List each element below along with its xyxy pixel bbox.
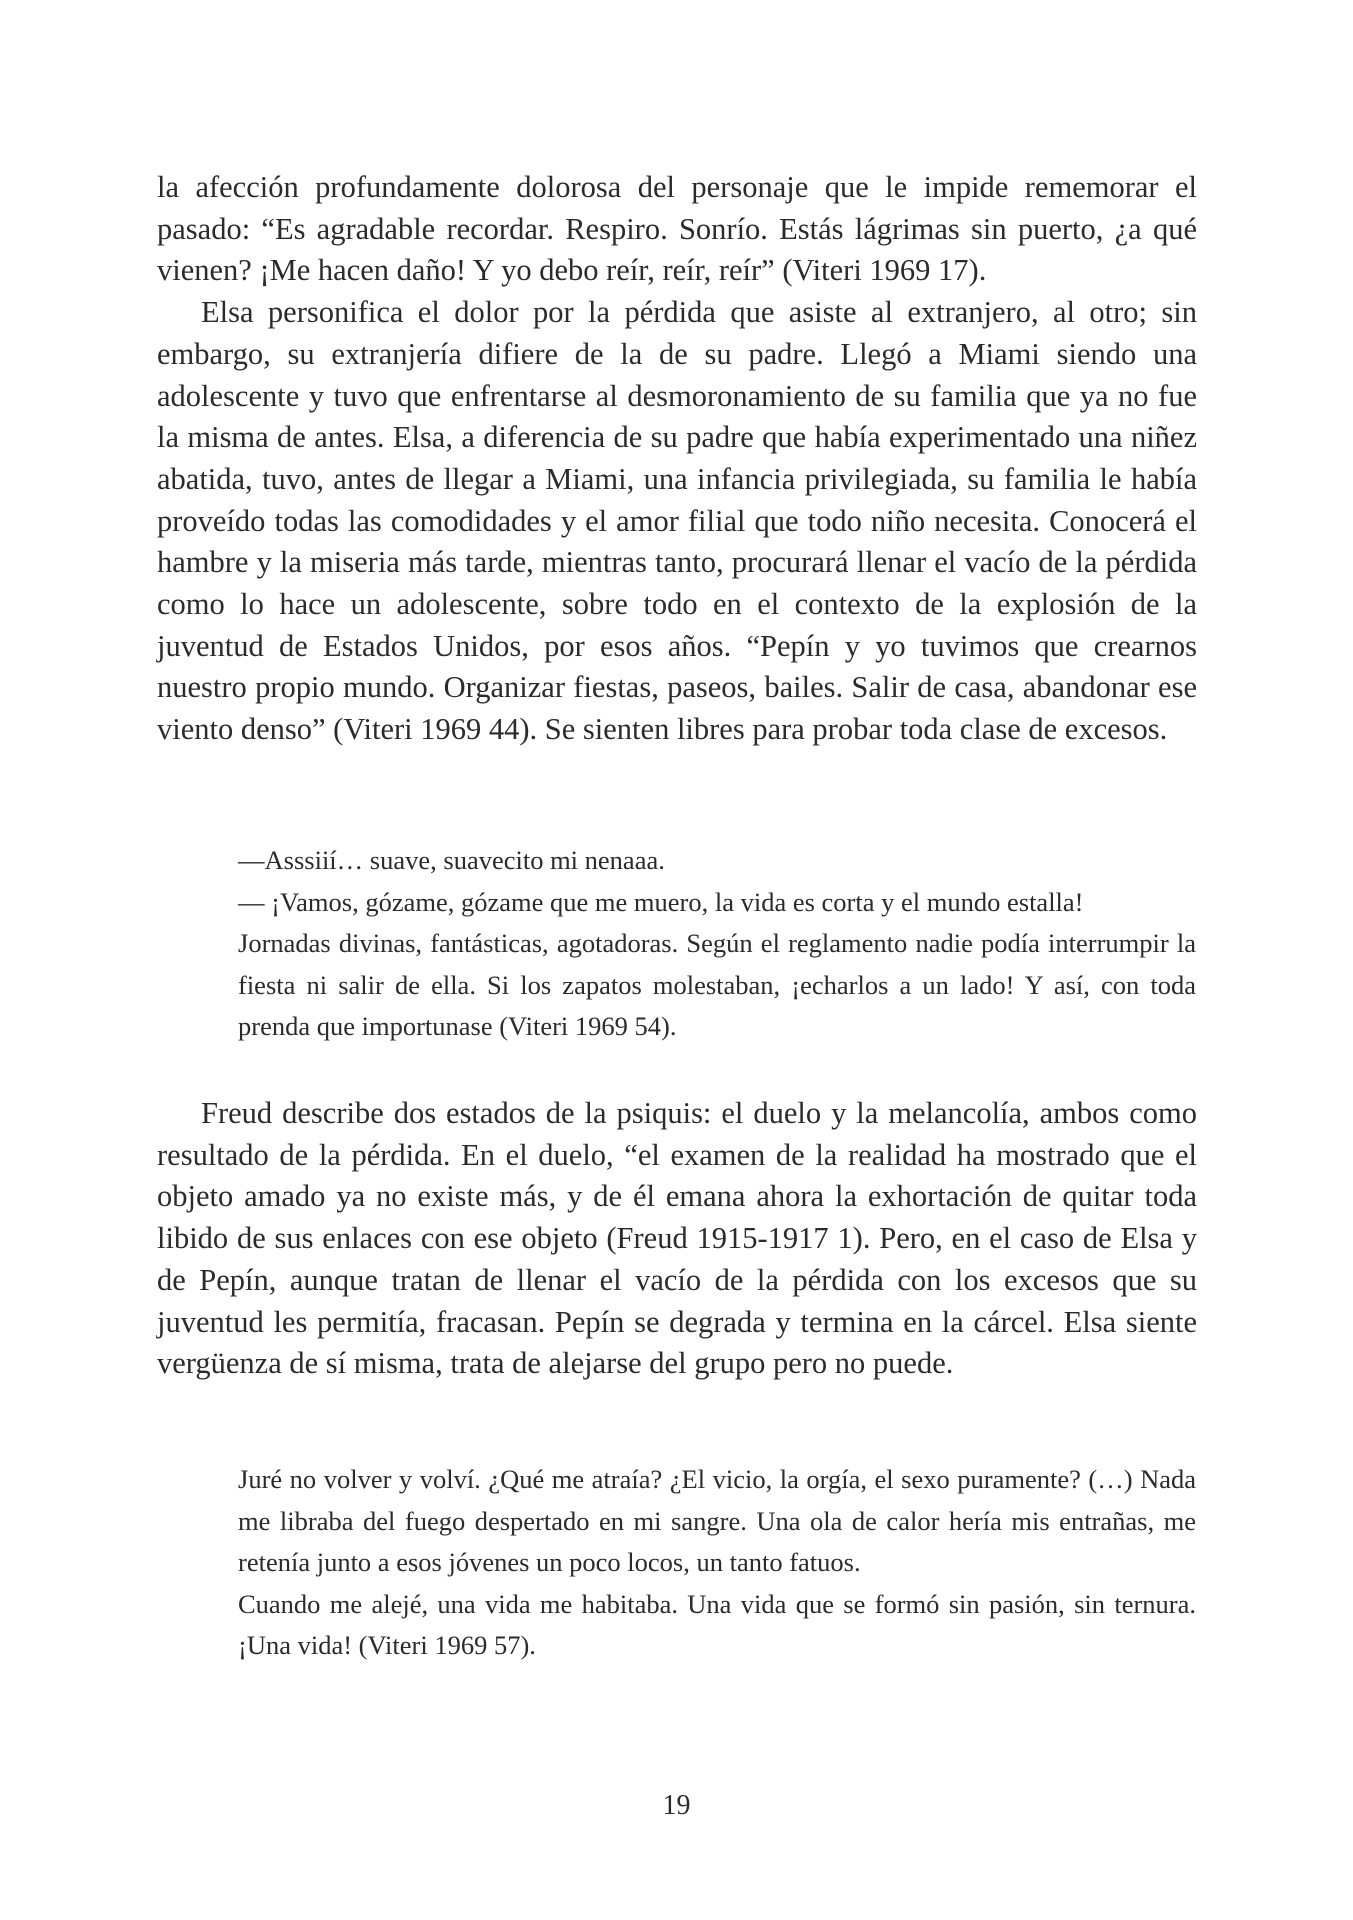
paragraph-3: Freud describe dos estados de la psiquis: el duelo y la melancolía, ambos como resultado de la pérdida. En el duelo, “el examen de la realidad ha mostrado que el objeto amado ya no existe más, y de él emana ahora la exhortación de quitar toda libido de sus enlaces con ese objeto (Freud 1915-1917 1). Pero, en el caso de Elsa y de Pepín, aunque tratan de llenar el vacío de la pérdida con los excesos que su juventud les permitía, fracasan. Pepín se degrada y termina en la cárcel. Elsa siente vergüenza de sí misma, trata de alejarse del grupo pero no puede. bbox=[157, 1096, 1197, 1381]
body-text-top bbox=[157, 167, 1197, 751]
quote-2-line-2: Cuando me alejé, una vida me habitaba. Una vida que se formó sin pasión, sin ternura. ¡Una vida! (Viteri 1969 57). bbox=[238, 1588, 1196, 1660]
body-text-middle bbox=[157, 1093, 1197, 1385]
quote-1-line-1: —Asssiií… suave, suavecito mi nenaaa. bbox=[238, 845, 665, 875]
paragraph-2: Elsa personifica el dolor por la pérdida que asiste al extranjero, al otro; sin embargo, su extranjería difiere de la de su padre. Llegó a Miami siendo una adolescente y tuvo que enfrentarse al desmoronamiento de su familia que ya no fue la misma de antes. Elsa, a diferencia de su padre que había experimentado una niñez abatida, tuvo, antes de llegar a Miami, una infancia privilegiada, su familia le había proveído todas las comodidades y el amor filial que todo niño necesita. Conocerá el hambre y la miseria más tarde, mientras tanto, procurará llenar el vacío de la pérdida como lo hace un adolescente, sobre todo en el contexto de la explosión de la juventud de Estados Unidos, por esos años. “Pepín y yo tuvimos que crearnos nuestro propio mundo. Organizar fiestas, paseos, bailes. Salir de casa, abandonar ese viento denso” (Viteri 1969 44). Se sienten libres para probar toda clase de excesos. bbox=[157, 295, 1197, 747]
page-number: 19 bbox=[662, 1790, 691, 1821]
paragraph-1: la afección profundamente dolorosa del personaje que le impide rememorar el pasado: “Es agradable recordar. Respiro. Sonrío. Estás lágrimas sin puerto, ¿a qué vienen? ¡Me hacen daño! Y yo debo reír, reír, reír” (Viteri 1969 17). bbox=[157, 170, 1197, 288]
block-quote-1 bbox=[238, 840, 1196, 1048]
block-quote-2 bbox=[238, 1459, 1196, 1667]
quote-2-line-1: Juré no volver y volví. ¿Qué me atraía? ¿El vicio, la orgía, el sexo puramente? (…) Nada me libraba del fuego despertado en mi sangre. Una ola de calor hería mis entrañas, me retenía junto a esos jóvenes un poco locos, un tanto fatuos. bbox=[238, 1464, 1196, 1577]
quote-1-line-2: — ¡Vamos, gózame, gózame que me muero, la vida es corta y el mundo estalla! bbox=[238, 886, 1084, 917]
quote-1-line-3: Jornadas divinas, fantásticas, agotadoras. Según el reglamento nadie podía interrumpir la fiesta ni salir de ella. Si los zapatos molestaban, ¡echarlos a un lado! Y así, con toda prenda que importunase (Viteri 1969 54). bbox=[238, 928, 1196, 1041]
